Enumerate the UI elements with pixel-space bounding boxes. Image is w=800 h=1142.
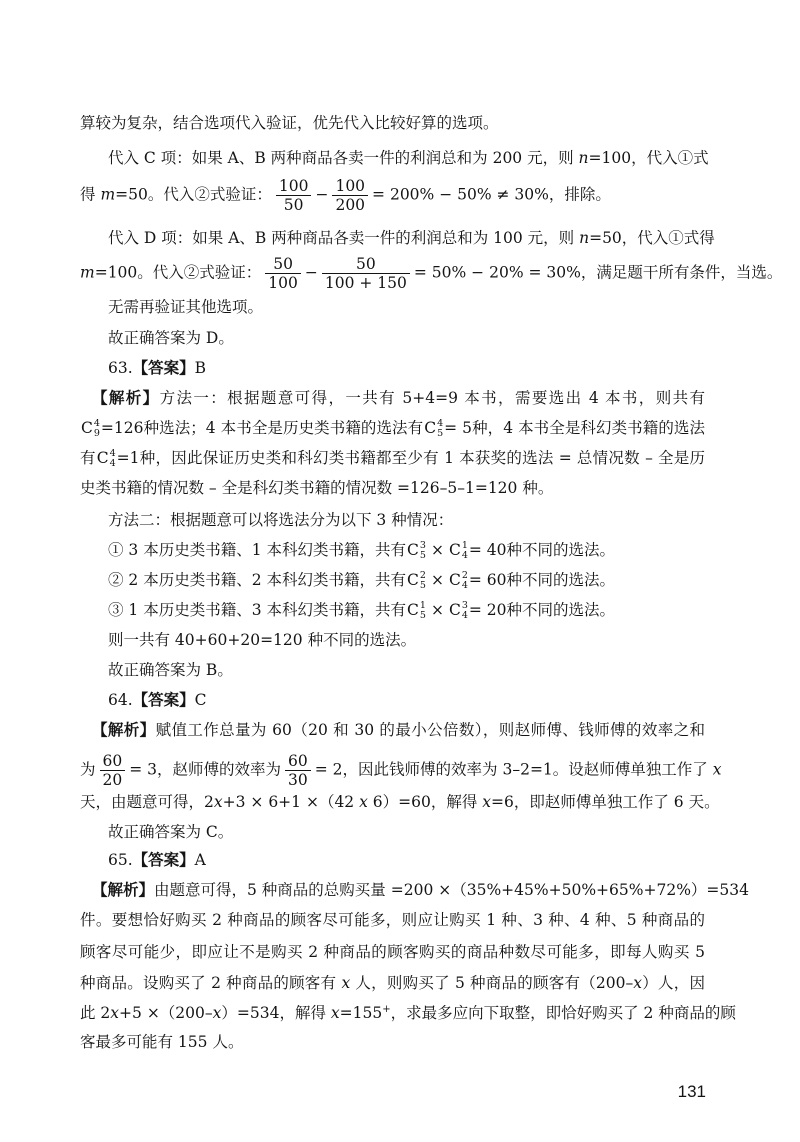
fraction [322, 255, 410, 292]
variable: x [633, 974, 643, 992]
analysis-tag: 【解析】 [92, 880, 155, 899]
paragraph-text: = 200% − 50% ≠ 30%，排除。 [372, 185, 611, 204]
text-line [108, 627, 705, 653]
paragraph-text: 故正确答案为 B。 [108, 661, 233, 679]
answer-tag: 【答案】 [132, 850, 195, 869]
paragraph-text: 方法二：根据题意可以将选法分为以下 3 种情况： [108, 511, 454, 529]
paragraph-text: = 50% − 20% = 30%，满足题干所有条件，当选。 [413, 263, 783, 282]
combination-top: 4 [109, 448, 116, 459]
combination-bottom: 5 [419, 610, 426, 621]
variable: m [80, 263, 95, 282]
paragraph-text: 种商品。设购买了 2 种商品的顾客有 [80, 974, 342, 992]
combination-base: C [407, 541, 419, 559]
fraction-numerator: 100 [278, 177, 309, 195]
fraction-denominator: 100 [265, 273, 301, 292]
combination-top: 3 [419, 540, 426, 551]
answer-letter: A [194, 851, 206, 869]
paragraph-text: ③ 1 本历史类书籍、3 本科幻类书籍，共有 [108, 601, 407, 619]
combination-top: 1 [419, 600, 426, 611]
paragraph-text: = 3，赵师傅的效率为 [129, 760, 282, 779]
text-line [80, 907, 705, 933]
variable: x [110, 1004, 120, 1022]
combination-base: C [96, 449, 109, 467]
combination-base: C [448, 571, 461, 589]
combination-base: C [448, 601, 461, 619]
text-line [92, 877, 749, 903]
paragraph-text: ）=534，解得 [221, 1004, 331, 1022]
paragraph-text: =100。代入②式验证： [94, 263, 262, 282]
combination-indices [420, 571, 426, 591]
combination-indices [437, 419, 443, 439]
text-line [80, 789, 720, 815]
combination-indices [420, 541, 426, 561]
combination-bottom: 5 [419, 580, 426, 591]
combination-bottom: 9 [93, 428, 100, 439]
combination-top: 4 [93, 418, 100, 429]
question-number: 64. [108, 691, 133, 709]
paragraph-text: ① 3 本历史类书籍、1 本科幻类书籍，共有 [108, 541, 407, 559]
paragraph-text: 人，则购买了 5 种商品的顾客有（200– [350, 974, 634, 992]
text-line [108, 507, 705, 533]
paragraph-text: 有 [80, 449, 96, 467]
variable: x [330, 1004, 340, 1022]
combination-symbol [424, 415, 443, 441]
text-line [108, 145, 709, 171]
fraction-numerator: 60 [102, 752, 123, 770]
paragraph-text: 客最多可能有 155 人。 [80, 1033, 244, 1051]
fraction [100, 752, 126, 789]
combination-base: C [448, 541, 461, 559]
paragraph-text: ，求最多应向下取整，即恰好购买了 2 种商品的顾 [390, 1004, 736, 1022]
combination-base: C [407, 571, 419, 589]
paragraph-text: +5 ×（200– [119, 1004, 213, 1022]
variable: m [100, 185, 116, 204]
fraction-denominator: 50 [276, 195, 312, 214]
fraction-numerator: 50 [356, 255, 376, 273]
answer-heading [108, 355, 705, 381]
combination-bottom: 4 [461, 580, 468, 591]
fraction-denominator: 100 + 150 [322, 273, 410, 292]
paragraph-text: 算较为复杂，结合选项代入验证，优先代入比较好算的选项。 [80, 114, 499, 132]
paragraph-text: ② 2 本历史类书籍、2 本科幻类书籍，共有 [108, 571, 407, 589]
text-line [80, 1029, 705, 1055]
paragraph-text: = 5种，4 本书全是科幻类书籍的选法 [444, 419, 705, 437]
text-line [80, 939, 705, 965]
conclusion-line [108, 657, 705, 683]
text-line [80, 1000, 736, 1026]
paragraph-text: 由题意可得，5 种商品的总购买量 =200 ×（35%+45%+50%+65%+72%）=534 [154, 881, 749, 899]
paragraph-text: 故正确答案为 C。 [108, 823, 234, 841]
fraction-denominator: 20 [100, 770, 126, 789]
text-line [80, 177, 705, 214]
paragraph-text: = 2，因此钱师傅的效率为 3–2=1。设赵师傅单独工作了 [314, 760, 713, 779]
fraction [285, 752, 311, 789]
answer-letter: B [194, 359, 207, 377]
analysis-tag: 【解析】 [92, 720, 156, 739]
page-number: 131 [677, 1082, 706, 1101]
variable: x [359, 793, 368, 811]
combination-indices [420, 601, 426, 621]
paragraph-text: ）人，因 [642, 974, 705, 992]
case-line [108, 537, 705, 563]
combination-symbol [97, 445, 116, 471]
text-line [92, 717, 705, 743]
text-line [80, 445, 705, 471]
paragraph-text: 赋值工作总量为 60（20 和 30 的最小公倍数），则赵师傅、钱师傅的效率之和 [155, 721, 705, 739]
analysis-tag: 【解析】 [92, 388, 160, 407]
operator: × [430, 601, 444, 619]
combination-indices [462, 571, 468, 591]
text-line [80, 752, 722, 789]
paragraph-text: 则一共有 40+60+20=120 种不同的选法。 [108, 631, 417, 649]
combination-indices [462, 601, 468, 621]
operator: × [430, 571, 444, 589]
paragraph-text: =50。代入②式验证： [115, 185, 272, 204]
paragraph-text: 件。要想恰好购买 2 种商品的顾客尽可能多，则应让购买 1 种、3 种、4 种、5 种商品的 [80, 911, 705, 929]
paragraph-text: 史类书籍的情况数 – 全是科幻类书籍的情况数 =126–5–1=120 种。 [80, 479, 554, 497]
paragraph-text: 天，由题意可得，2 [80, 793, 214, 811]
case-line [108, 567, 705, 593]
paragraph-text: 代入 D 项：如果 A、B 两种商品各卖一件的利润总和为 100 元，则 [108, 229, 580, 247]
combination-symbol [449, 597, 468, 623]
variable: n [578, 149, 589, 167]
combination-symbol [81, 415, 100, 441]
operator: × [430, 541, 444, 559]
combination-indices [94, 419, 100, 439]
variable: x [341, 974, 351, 992]
paragraph-text: +3 × 6+1 ×（42 [222, 793, 360, 811]
combination-top: 2 [461, 570, 468, 581]
paragraph-text: 无需再验证其他选项。 [108, 298, 264, 316]
fraction-numerator: 60 [288, 752, 308, 770]
combination-symbol [407, 537, 426, 563]
text-line [80, 415, 705, 441]
combination-top: 3 [461, 600, 468, 611]
answer-letter: C [194, 691, 207, 709]
paragraph-text: =6，即赵师傅单独工作了 6 天。 [491, 793, 720, 811]
combination-symbol [449, 567, 468, 593]
operator: − [304, 263, 318, 282]
combination-bottom: 4 [461, 610, 468, 621]
variable: x [712, 760, 722, 779]
combination-bottom: 4 [109, 458, 116, 469]
operator: − [315, 185, 329, 204]
superscript: + [382, 1004, 391, 1015]
text-line [80, 970, 705, 996]
answer-tag: 【答案】 [132, 358, 195, 377]
combination-base: C [81, 419, 93, 437]
variable: n [579, 229, 590, 247]
combination-top: 4 [437, 418, 444, 429]
paragraph-text: 代入 C 项：如果 A、B 两种商品各卖一件的利润总和为 200 元，则 [108, 149, 579, 167]
text-line [80, 110, 705, 136]
paragraph-text: = 40种不同的选法。 [468, 541, 615, 559]
paragraph-text: 方法一：根据题意可得，一共有 5+4=9 本书，需要选出 4 本书，则共有 [159, 389, 705, 407]
fraction-denominator: 200 [332, 195, 368, 214]
text-line [108, 294, 705, 320]
combination-top: 1 [461, 540, 468, 551]
paragraph-text: =100，代入①式 [588, 149, 709, 167]
combination-base: C [407, 601, 419, 619]
combination-symbol [407, 567, 426, 593]
fraction-numerator: 50 [273, 255, 293, 273]
fraction [332, 177, 368, 214]
text-line [108, 225, 715, 251]
answer-heading [108, 847, 705, 873]
combination-bottom: 5 [437, 428, 444, 439]
variable: x [212, 1004, 222, 1022]
answer-tag: 【答案】 [132, 690, 195, 709]
paragraph-text: 为 [80, 760, 96, 779]
fraction [265, 255, 301, 292]
combination-bottom: 5 [419, 550, 426, 561]
combination-indices [462, 541, 468, 561]
paragraph-text: =155 [339, 1004, 383, 1022]
variable: x [482, 793, 492, 811]
paragraph-text: =1种，因此保证历史类和科幻类书籍都至少有 1 本获奖的选法 = 总情况数 – 全是历 [116, 449, 705, 467]
combination-symbol [449, 537, 468, 563]
fraction-numerator: 100 [335, 177, 366, 195]
answer-heading [108, 687, 705, 713]
paragraph-text: 故正确答案为 D。 [108, 329, 234, 347]
case-line [108, 597, 705, 623]
paragraph-text: = 20种不同的选法。 [468, 601, 615, 619]
fraction-denominator: 30 [285, 770, 311, 789]
combination-indices [110, 449, 116, 469]
text-line [80, 475, 705, 501]
fraction [276, 177, 312, 214]
paragraph-text: 得 [80, 185, 101, 204]
paragraph-text: 6）=60，解得 [367, 793, 483, 811]
paragraph-text: = 60种不同的选法。 [468, 571, 615, 589]
paragraph-text: =126种选法；4 本书全是历史类书籍的选法有 [100, 419, 424, 437]
combination-base: C [424, 419, 437, 437]
combination-top: 2 [419, 570, 426, 581]
text-line [80, 255, 783, 292]
question-number: 65. [108, 851, 133, 869]
conclusion-line [108, 819, 705, 845]
combination-symbol [407, 597, 426, 623]
text-line [92, 385, 705, 411]
paragraph-text: 此 2 [80, 1004, 111, 1022]
variable: x [213, 793, 223, 811]
combination-bottom: 4 [461, 550, 468, 561]
question-number: 63. [108, 359, 133, 377]
paragraph-text: 顾客尽可能少，即应让不是购买 2 种商品的顾客购买的商品种数尽可能多，即每人购买 5 [80, 943, 705, 961]
paragraph-text: =50，代入①式得 [589, 229, 715, 247]
conclusion-line [108, 325, 705, 351]
